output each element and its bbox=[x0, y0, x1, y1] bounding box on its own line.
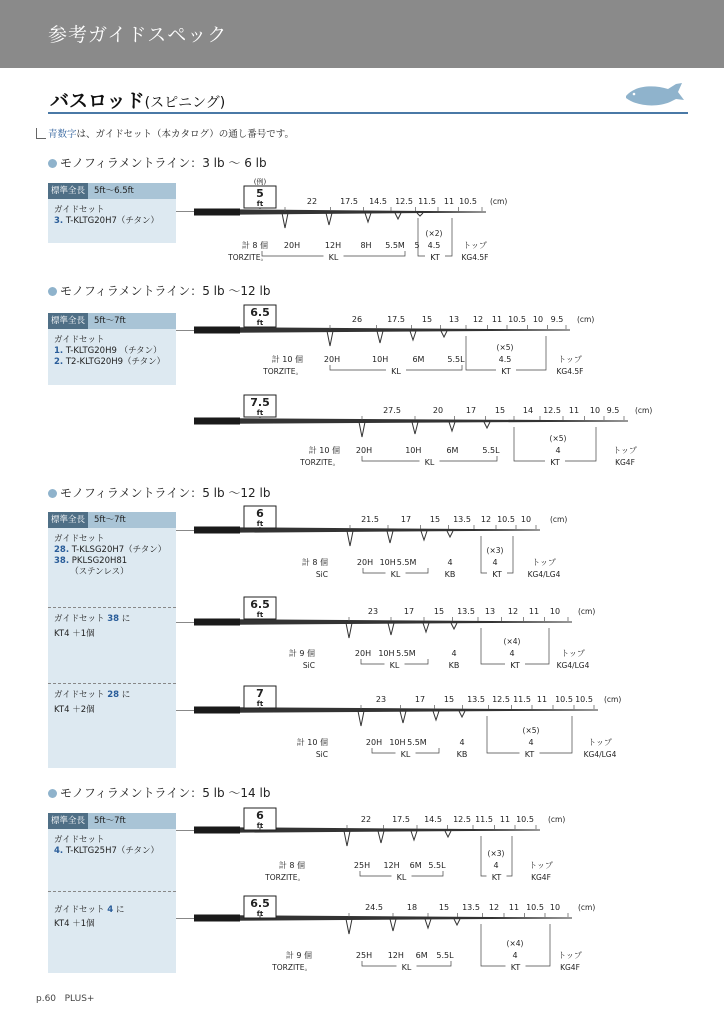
kl-label: KL bbox=[396, 873, 407, 882]
guide-size-label: 6M bbox=[412, 355, 425, 364]
guide-spacing-label: 13.5 bbox=[467, 695, 485, 704]
kt-multiplier: (×5) bbox=[496, 343, 514, 352]
page-footer bbox=[36, 994, 94, 1004]
rod-length-value: 7 bbox=[256, 687, 264, 700]
kt-size-label: 4.5 bbox=[498, 355, 512, 364]
top-guide-label: トップ bbox=[463, 241, 487, 250]
guide-spacing-label: 13.5 bbox=[457, 607, 475, 616]
kt-multiplier: (×4) bbox=[506, 939, 524, 948]
guide-spacing-label: 10.5 bbox=[459, 197, 477, 206]
rod-length-unit: ft bbox=[256, 200, 264, 208]
panel-line: ガイドセット bbox=[54, 835, 105, 845]
guide-mark bbox=[447, 531, 453, 537]
guide-size-label: 5.5M bbox=[407, 738, 427, 747]
guide-spacing-label: 12.5 bbox=[543, 406, 561, 415]
kt-size-label: 4 bbox=[509, 649, 515, 658]
guide-spacing-label: 15 bbox=[429, 515, 441, 524]
guide-size-label: 20H bbox=[356, 558, 374, 567]
rod-reel-seat bbox=[194, 209, 240, 216]
panel-length-range: 5ft〜7ft bbox=[94, 816, 126, 826]
kb-label: KB bbox=[448, 661, 460, 670]
guide-count: 計 9 個 bbox=[285, 951, 312, 960]
guide-size-label: 20H bbox=[283, 241, 301, 250]
guide-mark bbox=[395, 213, 401, 219]
kt-size-label: 4 bbox=[528, 738, 534, 747]
guide-mark bbox=[449, 422, 455, 431]
guide-size-label: 5.5M bbox=[385, 241, 405, 250]
guide-spacing-label: 11.5 bbox=[418, 197, 436, 206]
guide-mark bbox=[388, 623, 394, 635]
guide-spacing-label: 17.5 bbox=[392, 815, 410, 824]
guide-mark bbox=[411, 831, 417, 840]
guide-spacing-label: 14 bbox=[522, 406, 534, 415]
panel-length-label: 標準全長 bbox=[48, 512, 88, 528]
guide-set-number: 2. bbox=[54, 357, 64, 367]
top-guide-model: KG4F bbox=[615, 458, 635, 467]
guide-mark bbox=[454, 919, 460, 925]
guide-ring-material: SiC bbox=[315, 750, 328, 759]
guide-spacing-label: 12.5 bbox=[453, 815, 471, 824]
kt-label: KT bbox=[492, 570, 502, 579]
guide-size-label: 10H bbox=[389, 738, 406, 747]
kt-size-label: 4.5 bbox=[427, 241, 441, 250]
guide-set-number: 38. bbox=[54, 556, 70, 566]
guide-spacing-label: 10.5 bbox=[555, 695, 573, 704]
guide-mark bbox=[387, 531, 393, 543]
kt-label: KT bbox=[510, 963, 521, 972]
guide-spacing-label: 18 bbox=[406, 903, 418, 912]
guide-set-name: T-KLTG20H9 （チタン） bbox=[63, 346, 162, 356]
spacing-unit: (cm) bbox=[490, 197, 508, 206]
rod-length-unit: ft bbox=[256, 611, 264, 619]
guide-size-label: 6M bbox=[409, 861, 422, 870]
kt-size-label: 4 bbox=[493, 861, 499, 870]
guide-set-name: T-KLSG20H7（チタン） bbox=[69, 545, 167, 555]
rod-length-value: 6 bbox=[256, 507, 264, 520]
guide-ring-material: TORZITE。 bbox=[265, 873, 305, 882]
guide-mark bbox=[327, 331, 333, 346]
guide-size-label: 6M bbox=[415, 951, 428, 960]
guide-spacing-label: 15 bbox=[494, 406, 506, 415]
guide-size-label: 5.5L bbox=[482, 446, 500, 455]
guide-spacing-label: 11 bbox=[528, 607, 540, 616]
guide-count: 計 8 個 bbox=[278, 861, 305, 870]
guide-spacing-label: 11.5 bbox=[513, 695, 531, 704]
guide-spacing-label: 21.5 bbox=[361, 515, 379, 524]
guide-set-name: T2-KLTG20H9（チタン） bbox=[63, 357, 166, 367]
panel-line: ガイドセット bbox=[54, 534, 105, 544]
kt-size-label: 4 bbox=[492, 558, 498, 567]
guide-spacing-label: 12 bbox=[488, 903, 500, 912]
kl-label: KL bbox=[390, 570, 401, 579]
guide-spacing-label: 23 bbox=[367, 607, 379, 616]
guide-count: 計 8 個 bbox=[301, 558, 328, 567]
kt-label: KT bbox=[501, 367, 511, 376]
kt-bracket bbox=[466, 336, 546, 370]
guide-spacing-label: 10.5 bbox=[508, 315, 526, 324]
kl-label: KL bbox=[401, 963, 412, 972]
guide-spacing-label: 17.5 bbox=[387, 315, 405, 324]
top-guide-model: KG4/LG4 bbox=[583, 750, 617, 759]
rod-length-value: 6 bbox=[256, 809, 264, 822]
guide-size-label: 10H bbox=[379, 558, 396, 567]
panel-length-label: 標準全長 bbox=[48, 183, 88, 199]
guide-spacing-label: 10 bbox=[589, 406, 601, 415]
panel-length-range: 5ft〜7ft bbox=[94, 316, 126, 326]
rod-blank bbox=[194, 619, 572, 625]
guide-mark bbox=[378, 831, 384, 843]
guide-spacing-label: 15 bbox=[438, 903, 450, 912]
section-title-main: バスロッド bbox=[50, 90, 145, 112]
guide-mark bbox=[484, 422, 490, 428]
guide-ring-material: SiC bbox=[315, 570, 328, 579]
panel-length-label: 標準全長 bbox=[48, 813, 88, 829]
guide-count: 計 10 個 bbox=[296, 738, 328, 747]
guide-mark bbox=[441, 331, 447, 337]
kt-label: KT bbox=[524, 750, 535, 759]
guide-size-label: 20H bbox=[354, 649, 372, 658]
spacing-unit: (cm) bbox=[635, 406, 653, 415]
top-guide-label: トップ bbox=[558, 355, 582, 364]
kb-label: KB bbox=[444, 570, 456, 579]
rod-length-unit: ft bbox=[256, 520, 264, 528]
spacing-unit: (cm) bbox=[548, 815, 566, 824]
guide-spacing-label: 17 bbox=[403, 607, 415, 616]
top-guide-label: トップ bbox=[561, 649, 585, 658]
group-title-text: モノフィラメントライン：5 lb 〜14 lb bbox=[60, 786, 271, 800]
guide-mark bbox=[423, 623, 429, 632]
guide-size-label: 4 bbox=[459, 738, 465, 747]
guide-spacing-label: 10.5 bbox=[516, 815, 534, 824]
guide-spacing-label: 10 bbox=[520, 515, 532, 524]
rod-reel-seat bbox=[194, 915, 240, 922]
guide-set-number: 3. bbox=[54, 216, 64, 226]
kl-label: KL bbox=[424, 458, 435, 467]
guide-set-number: 4 bbox=[107, 905, 114, 915]
guide-spacing-label: 17 bbox=[465, 406, 477, 415]
note-blue-word: 青数字 bbox=[48, 129, 77, 140]
guide-mark bbox=[451, 623, 457, 629]
kt-multiplier: (×4) bbox=[503, 637, 521, 646]
guide-mark bbox=[358, 711, 364, 726]
guide-spacing-label: 12 bbox=[507, 607, 519, 616]
guide-size-label: 5.5L bbox=[428, 861, 446, 870]
sub-text: に bbox=[113, 905, 125, 915]
guide-size-label: 12H bbox=[387, 951, 404, 960]
guide-size-label: 10H bbox=[378, 649, 395, 658]
rod-reel-seat bbox=[194, 619, 240, 626]
sub-text: ガイドセット bbox=[54, 905, 108, 915]
guide-size-label: 25H bbox=[353, 861, 371, 870]
guide-spacing-label: 10.5 bbox=[575, 695, 593, 704]
spacing-unit: (cm) bbox=[578, 903, 596, 912]
guide-ring-material: TORZITE。 bbox=[272, 963, 312, 972]
rod-reel-seat bbox=[194, 418, 240, 425]
panel-line: ガイドセット bbox=[54, 205, 105, 215]
guide-mark bbox=[282, 213, 288, 228]
sub-text: に bbox=[119, 614, 131, 624]
guide-spacing-label: 15 bbox=[443, 695, 455, 704]
kl-label: KL bbox=[391, 367, 401, 376]
kl-label: KL bbox=[400, 750, 411, 759]
rod-length-unit: ft bbox=[256, 409, 264, 417]
guide-spacing-label: 12.5 bbox=[492, 695, 510, 704]
guide-mark bbox=[346, 623, 352, 638]
guide-spacing-label: 11 bbox=[536, 695, 548, 704]
kt-label: KT bbox=[491, 873, 502, 882]
guide-mark bbox=[425, 919, 431, 928]
guide-mark bbox=[390, 919, 396, 931]
guide-spacing-label: 17 bbox=[414, 695, 426, 704]
note-rest: は、ガイドセット（本カタログ）の通し番号です。 bbox=[76, 129, 294, 140]
kl-label: KL bbox=[328, 253, 339, 262]
kt-size-label: 4 bbox=[512, 951, 518, 960]
guide-spacing-label: 14.5 bbox=[424, 815, 442, 824]
guide-size-label: 5.5M bbox=[396, 649, 416, 658]
rod-length-unit: ft bbox=[256, 822, 264, 830]
guide-set-number: 1. bbox=[54, 346, 64, 356]
guide-spacing-label: 10 bbox=[532, 315, 544, 324]
rod-length-value: 6.5 bbox=[250, 598, 270, 611]
guide-size-label: 20H bbox=[355, 446, 373, 455]
panel-length-label: 標準全長 bbox=[48, 313, 88, 329]
guide-spacing-label: 11 bbox=[568, 406, 580, 415]
guide-mark bbox=[433, 711, 439, 720]
guide-spacing-label: 13.5 bbox=[453, 515, 471, 524]
panel-sub-line: KT4 ＋1個 bbox=[54, 919, 95, 929]
guide-size-label: 12H bbox=[324, 241, 342, 250]
guide-size-label: 20H bbox=[365, 738, 383, 747]
guide-ring-material: SiC bbox=[302, 661, 315, 670]
guide-mark bbox=[359, 422, 365, 437]
guide-spacing-label: 11 bbox=[499, 815, 511, 824]
sub-text: ガイドセット bbox=[54, 690, 108, 700]
guide-spacing-label: 17 bbox=[400, 515, 412, 524]
guide-spacing-label: 11.5 bbox=[475, 815, 493, 824]
guide-size-label: 12H bbox=[383, 861, 400, 870]
footer-brand: PLUS+ bbox=[64, 994, 95, 1004]
guide-mark bbox=[400, 711, 406, 723]
spacing-unit: (cm) bbox=[550, 515, 568, 524]
spacing-unit: (cm) bbox=[604, 695, 622, 704]
page-number: p.60 bbox=[36, 994, 57, 1004]
guide-mark bbox=[377, 331, 383, 343]
guide-spacing-label: 27.5 bbox=[383, 406, 401, 415]
panel-sub-line: KT4 ＋1個 bbox=[54, 629, 95, 639]
guide-spacing-label: 12 bbox=[472, 315, 484, 324]
guide-mark bbox=[326, 213, 332, 225]
guide-ring-material: TORZITE。 bbox=[263, 367, 303, 376]
kt-bracket bbox=[481, 628, 549, 664]
guide-spacing-label: 10.5 bbox=[497, 515, 515, 524]
guide-set-number: 4. bbox=[54, 846, 64, 856]
top-guide-label: トップ bbox=[558, 951, 582, 960]
top-guide-model: KG4.5F bbox=[556, 367, 584, 376]
guide-mark bbox=[417, 213, 423, 216]
kb-label: KB bbox=[456, 750, 468, 759]
guide-count: 計 8 個 bbox=[241, 241, 268, 250]
guide-spacing-label: 13 bbox=[484, 607, 496, 616]
guide-mark bbox=[344, 831, 350, 846]
rod-length-unit: ft bbox=[256, 910, 264, 918]
rod-length-unit: ft bbox=[256, 700, 264, 708]
top-guide-model: KG4F bbox=[531, 873, 551, 882]
guide-count: 計 9 個 bbox=[288, 649, 315, 658]
rod-reel-seat bbox=[194, 827, 240, 834]
spacing-unit: (cm) bbox=[577, 315, 595, 324]
rod-reel-seat bbox=[194, 327, 240, 334]
group-title-text: モノフィラメントライン：5 lb 〜12 lb bbox=[60, 486, 271, 500]
sub-text: に bbox=[119, 690, 131, 700]
guide-size-label: 6M bbox=[446, 446, 459, 455]
guide-spacing-label: 11 bbox=[491, 315, 503, 324]
guide-mark bbox=[459, 711, 465, 717]
top-guide-model: KG4F bbox=[560, 963, 580, 972]
guide-spacing-label: 12 bbox=[480, 515, 492, 524]
guide-count: 計 10 個 bbox=[308, 446, 340, 455]
panel-line: ガイドセット bbox=[54, 335, 105, 345]
guide-spacing-label: 23 bbox=[375, 695, 387, 704]
guide-spacing-label: 10.5 bbox=[526, 903, 544, 912]
guide-size-label: 5.5L bbox=[447, 355, 465, 364]
guide-spacing-label: 10 bbox=[549, 903, 561, 912]
guide-spacing-label: 11 bbox=[508, 903, 520, 912]
top-guide-label: トップ bbox=[613, 446, 637, 455]
guide-set-number: 38 bbox=[107, 614, 120, 624]
guide-size-label: 10H bbox=[372, 355, 389, 364]
section-title-sub: (スピニング) bbox=[144, 95, 226, 111]
top-guide-model: KG4/LG4 bbox=[556, 661, 590, 670]
guide-spacing-label: 13 bbox=[448, 315, 460, 324]
example-label: (例) bbox=[253, 178, 267, 186]
rod-length-value: 6.5 bbox=[250, 897, 270, 910]
top-guide-label: トップ bbox=[588, 738, 612, 747]
guide-spacing-label: 15 bbox=[421, 315, 433, 324]
guide-spacing-label: 26 bbox=[351, 315, 363, 324]
kt-label: KT bbox=[550, 458, 560, 467]
guide-mark bbox=[410, 331, 416, 340]
guide-mark bbox=[347, 531, 353, 546]
panel-line: （ステンレス） bbox=[54, 567, 129, 577]
rod-blank bbox=[194, 327, 570, 333]
guide-size-label: 5.5M bbox=[396, 558, 417, 567]
guide-size-label: 10H bbox=[405, 446, 422, 455]
guide-spacing-label: 12.5 bbox=[395, 197, 413, 206]
guide-mark bbox=[412, 422, 418, 434]
rod-length-value: 7.5 bbox=[250, 396, 270, 409]
guide-size-label: 25H bbox=[355, 951, 373, 960]
guide-size-label: 4 bbox=[451, 649, 457, 658]
guide-mark bbox=[421, 531, 427, 540]
guide-spacing-label: 20 bbox=[432, 406, 444, 415]
rod-reel-seat bbox=[194, 527, 240, 534]
guide-spacing-label: 9.5 bbox=[550, 315, 564, 324]
guide-spacing-label: 22 bbox=[360, 815, 372, 824]
rod-length-value: 6.5 bbox=[250, 306, 270, 319]
kt-bracket bbox=[514, 427, 596, 461]
page-header-title: 参考ガイドスペック bbox=[48, 24, 228, 46]
group-title-text: モノフィラメントライン：5 lb 〜12 lb bbox=[60, 284, 271, 298]
guide-mark bbox=[346, 919, 352, 934]
guide-spacing-label: 11 bbox=[443, 197, 455, 206]
guide-spacing-label: 13.5 bbox=[462, 903, 480, 912]
guide-size-label: 8H bbox=[360, 241, 372, 250]
guide-size-label: 20H bbox=[323, 355, 341, 364]
kt-multiplier: (×3) bbox=[487, 849, 505, 858]
guide-spacing-label: 15 bbox=[433, 607, 445, 616]
rod-reel-seat bbox=[194, 707, 240, 714]
guide-spacing-label: 14.5 bbox=[369, 197, 387, 206]
guide-set-number: 28 bbox=[107, 690, 120, 700]
guide-spacing-label: 17.5 bbox=[340, 197, 358, 206]
guide-spacing-label: 24.5 bbox=[365, 903, 383, 912]
panel-length-range: 5ft〜6.5ft bbox=[94, 186, 134, 196]
kt-label: KT bbox=[510, 661, 520, 670]
panel-sub-line: KT4 ＋2個 bbox=[54, 705, 95, 715]
kt-multiplier: (×5) bbox=[522, 726, 540, 735]
guide-size-label: 5.5L bbox=[436, 951, 454, 960]
kt-label: KT bbox=[430, 253, 440, 262]
guide-spacing-label: 10 bbox=[549, 607, 561, 616]
guide-set-name: T-KLTG20H7（チタン） bbox=[63, 216, 159, 226]
guide-spacing-label: 22 bbox=[306, 197, 318, 206]
kl-label: KL bbox=[389, 661, 400, 670]
guide-set-number: 28. bbox=[54, 545, 70, 555]
guide-mark bbox=[365, 213, 371, 222]
rod-length-value: 5 bbox=[256, 187, 264, 200]
kt-multiplier: (×3) bbox=[486, 546, 504, 555]
rod-length-unit: ft bbox=[256, 319, 264, 327]
guide-size-label: 5 bbox=[414, 241, 420, 250]
spacing-unit: (cm) bbox=[578, 607, 596, 616]
guide-set-name: PKLSG20H81 bbox=[69, 556, 128, 566]
kt-size-label: 4 bbox=[555, 446, 561, 455]
guide-set-name: T-KLTG25H7（チタン） bbox=[63, 846, 159, 856]
kt-multiplier: (×2) bbox=[425, 229, 443, 238]
top-guide-model: KG4.5F bbox=[461, 253, 489, 262]
guide-ring-material: TORZITE。 bbox=[300, 458, 340, 467]
sub-text: ガイドセット bbox=[54, 614, 108, 624]
guide-ring-material: TORZITE。 bbox=[228, 253, 268, 262]
top-guide-label: トップ bbox=[529, 861, 553, 870]
kt-multiplier: (×5) bbox=[549, 434, 567, 443]
panel-length-range: 5ft〜7ft bbox=[94, 515, 126, 525]
top-guide-label: トップ bbox=[532, 558, 556, 567]
guide-mark bbox=[445, 831, 451, 837]
guide-count: 計 10 個 bbox=[271, 355, 303, 364]
guide-spacing-label: 9.5 bbox=[606, 406, 620, 415]
guide-size-label: 4 bbox=[447, 558, 453, 567]
top-guide-model: KG4/LG4 bbox=[527, 570, 561, 579]
group-title-text: モノフィラメントライン：3 lb 〜 6 lb bbox=[60, 156, 267, 170]
